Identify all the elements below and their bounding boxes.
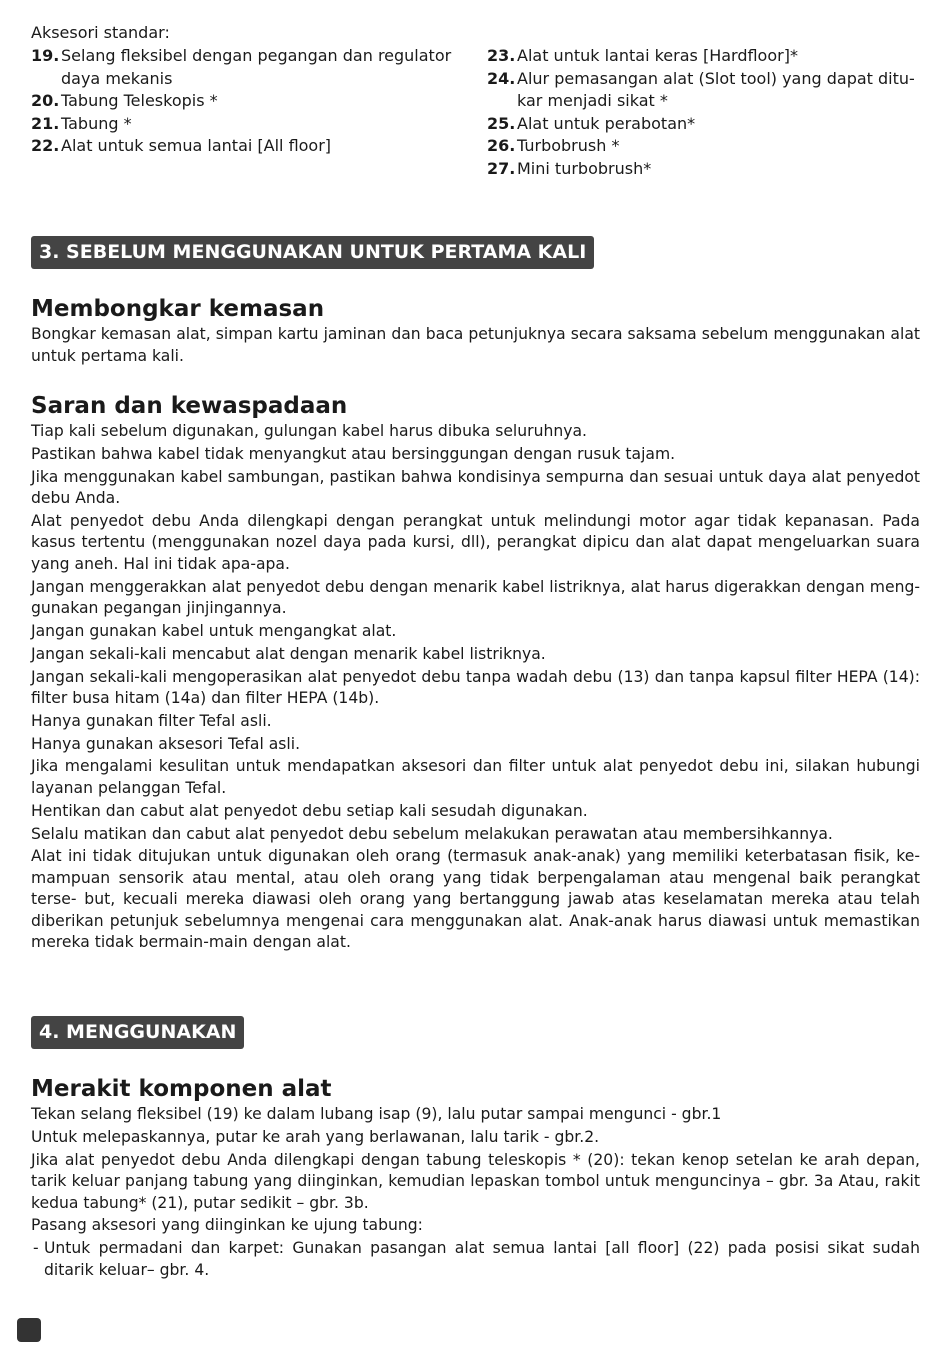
list-item bbox=[487, 45, 917, 68]
advice-paragraph: Jika menggunakan kabel sambungan, pastikan bahwa kondisinya sempurna dan sesuai untuk daya alat penyedot debu Anda. bbox=[31, 467, 920, 508]
item-text: Alat untuk semua lantai [All floor] bbox=[61, 136, 332, 155]
list-item bbox=[487, 135, 917, 158]
item-number: 27. bbox=[487, 158, 516, 178]
accessories-list-left bbox=[31, 45, 461, 158]
accessories-list-right bbox=[487, 45, 917, 180]
advice-paragraph: Jangan sekali-kali mencabut alat dengan menarik kabel listriknya. bbox=[31, 644, 546, 663]
advice-section bbox=[31, 391, 920, 955]
assembly-paragraph: Tekan selang fleksibel (19) ke dalam lubang isap (9), lalu putar sampai mengunci - gbr.1 bbox=[31, 1105, 722, 1123]
item-text: Alat untuk perabotan* bbox=[517, 113, 696, 133]
item-number: 23. bbox=[487, 46, 516, 65]
list-item bbox=[31, 113, 461, 136]
item-number: 19. bbox=[31, 46, 60, 65]
advice-heading: Saran dan kewaspadaan bbox=[31, 393, 348, 419]
advice-paragraph: Hanya gunakan aksesori Tefal asli. bbox=[31, 734, 301, 753]
page-corner-marker bbox=[17, 1318, 41, 1342]
advice-paragraph: Jika mengalami kesulitan untuk mendapatkan aksesori dan filter untuk alat penyedot debu ini, silakan hubungi layanan pelanggan Tefal. bbox=[31, 757, 920, 797]
list-item bbox=[31, 135, 461, 158]
item-number: 24. bbox=[487, 68, 516, 88]
assembly-section bbox=[31, 1074, 920, 1282]
unpacking-text: Bongkar kemasan alat, simpan kartu jaminan dan baca petunjuknya secara saksama sebelum menggunakan alat untuk pertama kali. bbox=[31, 325, 920, 365]
item-text: Tabung * bbox=[61, 113, 132, 133]
assembly-heading: Merakit komponen alat bbox=[31, 1076, 332, 1102]
advice-paragraph: Jangan sekali-kali mengoperasikan alat penyedot debu tanpa wadah debu (13) dan tanpa kapsul filter HEPA (14): filter busa hitam (14a) dan filter HEPA (14b). bbox=[31, 667, 920, 708]
item-number: 22. bbox=[31, 136, 60, 155]
advice-paragraph: Jangan gunakan kabel untuk mengangkat alat. bbox=[31, 621, 397, 640]
advice-paragraph: Hanya gunakan filter Tefal asli. bbox=[31, 711, 272, 730]
list-item bbox=[31, 45, 461, 90]
item-number: 26. bbox=[487, 136, 516, 155]
assembly-paragraph: Pasang aksesori yang diinginkan ke ujung tabung: bbox=[31, 1216, 423, 1235]
accessories-intro: Aksesori standar: bbox=[31, 23, 170, 42]
advice-paragraph: Alat penyedot debu Anda dilengkapi dengan perangkat untuk melindungi motor agar tidak kepanasan. Pada kasus tertentu (menggunakan nozel daya pada kursi, dll), perangkat dipicu dan alat dapat mengeluarkan suara yang aneh. Hal ini tidak apa-apa. bbox=[31, 511, 920, 573]
advice-paragraph: Selalu matikan dan cabut alat penyedot debu sebelum melakukan perawatan atau membersihkannya. bbox=[31, 824, 833, 843]
item-number: 20. bbox=[31, 91, 60, 110]
item-number: 21. bbox=[31, 113, 60, 133]
section-4-banner: 4. MENGGUNAKAN bbox=[31, 1016, 244, 1049]
list-item bbox=[487, 158, 917, 181]
bullet-text: Untuk permadani dan karpet: Gunakan pasangan alat semua lantai [all floor] (22) pada posisi sikat sudah ditarik keluar– gbr. 4. bbox=[44, 1239, 920, 1279]
advice-paragraph: Tiap kali sebelum digunakan, gulungan kabel harus dibuka seluruhnya. bbox=[31, 422, 587, 440]
assembly-bullet bbox=[31, 1238, 920, 1281]
item-text: Tabung Teleskopis * bbox=[61, 91, 218, 110]
item-text: Selang fleksibel dengan pegangan dan regulator daya mekanis bbox=[61, 46, 452, 88]
advice-paragraph: Jangan menggerakkan alat penyedot debu dengan menarik kabel listriknya, alat harus digerakkan dengan meng- gunakan pegangan jinjingannya. bbox=[31, 577, 920, 618]
item-text: Alur pemasangan alat (Slot tool) yang dapat ditu- kar menjadi sikat * bbox=[517, 68, 915, 110]
unpacking-section bbox=[31, 294, 920, 368]
unpacking-heading: Membongkar kemasan bbox=[31, 296, 325, 322]
assembly-paragraph: Jika alat penyedot debu Anda dilengkapi dengan tabung teleskopis * (20): tekan kenop setelan ke arah depan, tarik keluar panjang tabung yang diinginkan, kemudian lepaskan tombol untuk menguncinya – gbr. 3a Atau, rakit kedua tabung* (21), putar sedikit – gbr. 3b. bbox=[31, 1150, 920, 1212]
list-item bbox=[487, 68, 917, 113]
advice-paragraph: Hentikan dan cabut alat penyedot debu setiap kali sesudah digunakan. bbox=[31, 801, 588, 820]
advice-paragraph: Alat ini tidak ditujukan untuk digunakan oleh orang (termasuk anak-anak) yang memiliki keterbatasan fisik, ke- mampuan sensorik atau mental, atau oleh orang yang tidak berpengalaman atau mengenal baik perangkat terse- but, kecuali mereka diawasi oleh orang yang bertanggung jawab atas keselamatan mereka atau telah diberikan petunjuk sebelumnya mengenai cara menggunakan alat. Anak-anak harus diawasi untuk memastikan mereka tidak bermain-main dengan alat. bbox=[31, 847, 920, 952]
advice-paragraph: Pastikan bahwa kabel tidak menyangkut atau bersinggungan dengan rusuk tajam. bbox=[31, 444, 676, 463]
section-3-banner: 3. SEBELUM MENGGUNAKAN UNTUK PERTAMA KALI bbox=[31, 236, 594, 269]
list-item bbox=[31, 90, 461, 113]
item-text: Alat untuk lantai keras [Hardfloor]* bbox=[517, 46, 798, 65]
assembly-paragraph: Untuk melepaskannya, putar ke arah yang berlawanan, lalu tarik - gbr.2. bbox=[31, 1127, 600, 1146]
bullet-dash: - bbox=[33, 1239, 39, 1258]
list-item bbox=[487, 113, 917, 136]
item-number: 25. bbox=[487, 113, 516, 133]
item-text: Turbobrush * bbox=[517, 136, 620, 155]
item-text: Mini turbobrush* bbox=[517, 158, 652, 178]
